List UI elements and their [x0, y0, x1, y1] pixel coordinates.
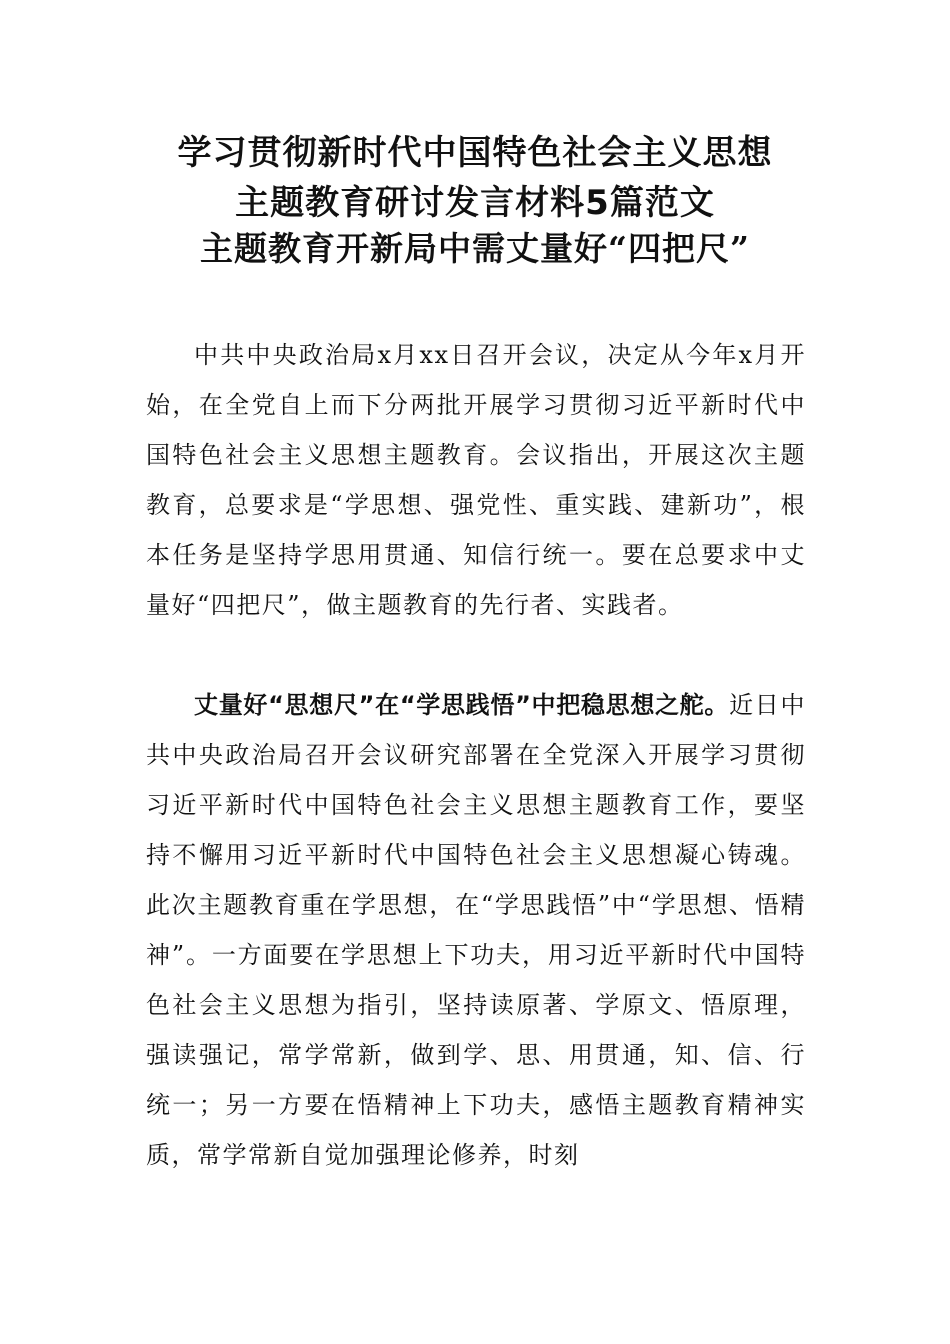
paragraph-2-body: 近日中共中央政治局召开会议研究部署在全党深入开展学习贯彻习近平新时代中国特色社会主义思想主题教育工作，要坚持不懈用习近平新时代中国特色社会主义思想凝心铸魂。此次主题教育重在学思想，在“学思践悟”中“学思想、悟精神”。一方面要在学思想上下功夫，用习近平新时代中国特色社会主义思想为指引，坚持读原著、学原文、悟原理，强读强记，常学常新，做到学、思、用贯通，知、信、行统一；另一方要在悟精神上下功夫，感悟主题教育精神实质，常学常新自觉加强理论修养，时刻	[146, 691, 807, 1169]
document-title-line2: 主题教育研讨发言材料5篇范文	[235, 183, 715, 223]
paragraph-2	[146, 680, 806, 1180]
document-subtitle: 主题教育开新局中需丈量好“四把尺”	[200, 229, 750, 268]
paragraph-1: 中共中央政治局x月xx日召开会议，决定从今年x月开始，在全党自上而下分两批开展学习贯彻习近平新时代中国特色社会主义思想主题教育。会议指出，开展这次主题教育，总要求是“学思想、强党性、重实践、建新功”，根本任务是坚持学思用贯通、知信行统一。要在总要求中丈量好“四把尺”，做主题教育的先行者、实践者。	[146, 341, 806, 619]
document-title-line1: 学习贯彻新时代中国特色社会主义思想	[177, 133, 773, 173]
paragraph-2-lead: 丈量好“思想尺”在“学思践悟”中把稳思想之舵。	[194, 691, 730, 719]
